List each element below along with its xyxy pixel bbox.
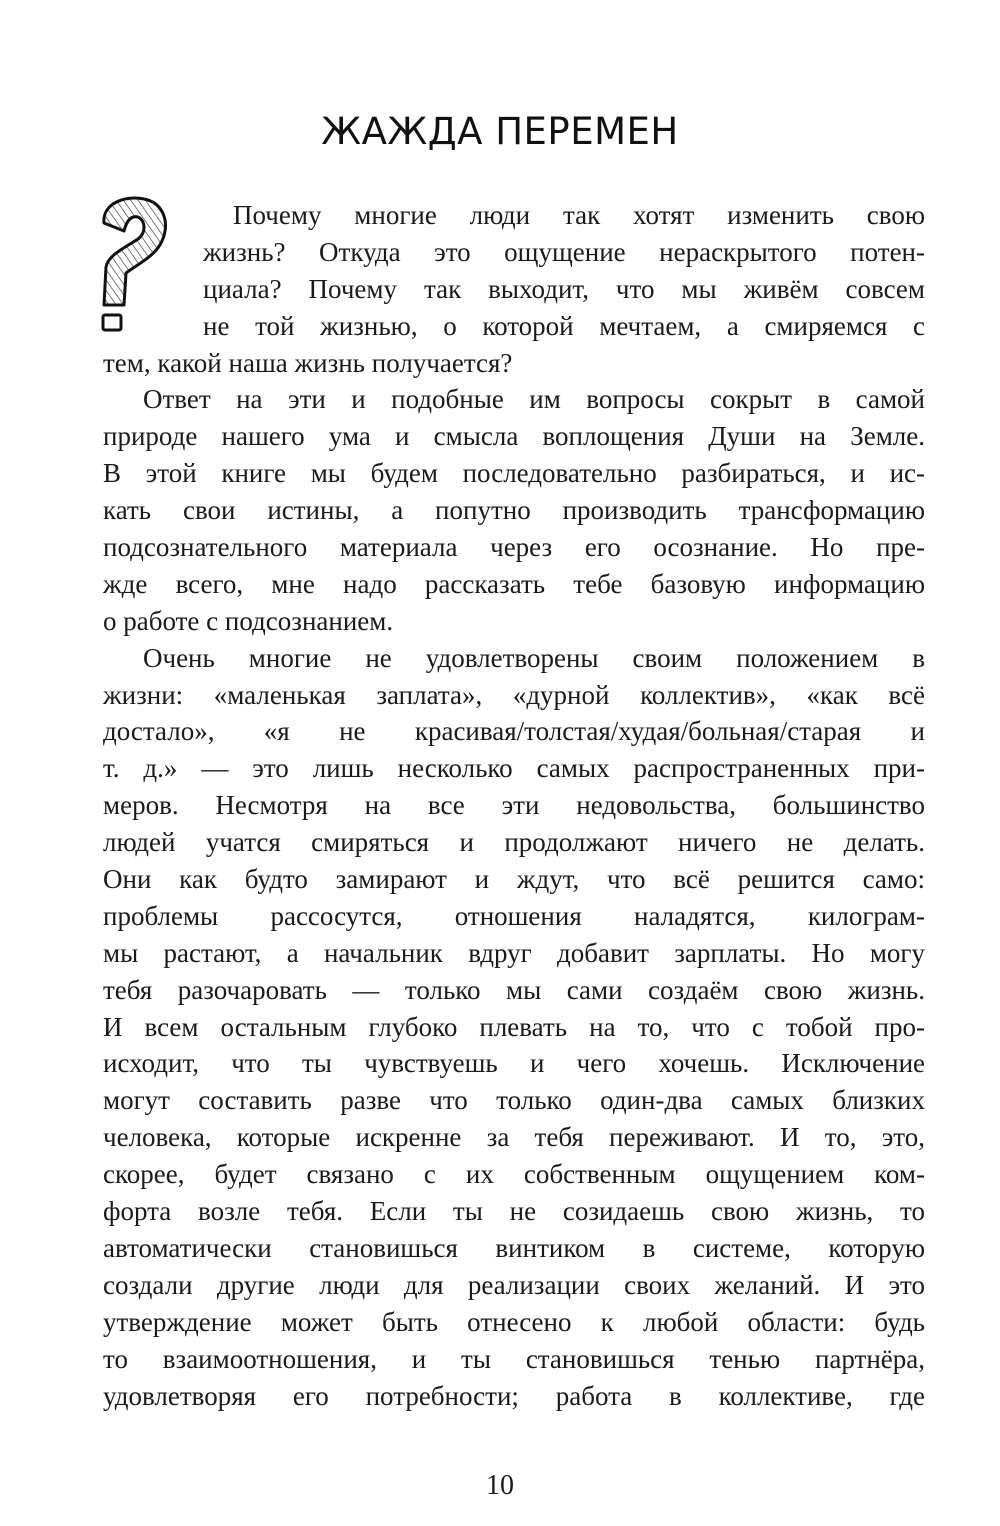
text-line: циала? Почему так выходит, что мы живём совсем bbox=[203, 273, 925, 304]
text-line: удовлетворяя его потребности; работа в коллективе, где bbox=[103, 1380, 925, 1411]
text-line: И всем остальным глубоко плевать на то, что с тобой про- bbox=[103, 1011, 925, 1042]
page-number: 10 bbox=[486, 1470, 514, 1501]
text-line: автоматически становишься винтиком в системе, которую bbox=[103, 1232, 925, 1263]
text-line: Почему многие люди так хотят изменить свою bbox=[233, 200, 925, 230]
text-line: не той жизнью, о которой мечтаем, а смиряемся с bbox=[203, 310, 925, 341]
text-line: то взаимоотношения, и ты становишься тенью партнёра, bbox=[103, 1343, 925, 1374]
body-text bbox=[103, 197, 925, 1414]
text-line: человека, которые искренне за тебя переживают. И то, это, bbox=[103, 1122, 925, 1153]
text-line: тем, какой наша жизнь получается? bbox=[103, 347, 513, 378]
text-line: жизни: «маленькая заплата», «дурной коллектив», «как всё bbox=[103, 679, 925, 710]
text-line: В этой книге мы будем последовательно разбираться, и ис- bbox=[103, 458, 925, 489]
text-line: мы растают, а начальник вдруг добавит зарплаты. Но могу bbox=[103, 937, 925, 968]
text-line: форта возле тебя. Если ты не созидаешь свою жизнь, то bbox=[103, 1196, 925, 1227]
text-line: скорее, будет связано с их собственным ощущением ком- bbox=[103, 1159, 925, 1190]
text-line: т. д.» — это лишь несколько самых распространенных при- bbox=[103, 753, 925, 784]
text-line: исходит, что ты чувствуешь и чего хочешь. Исключение bbox=[103, 1048, 925, 1079]
text-line: подсознательного материала через его осознание. Но пре- bbox=[103, 532, 925, 563]
text-line: создали другие люди для реализации своих желаний. И это bbox=[103, 1269, 925, 1300]
text-line: проблемы рассосутся, отношения наладятся, килограм- bbox=[103, 900, 925, 931]
text-line: кать свои истины, а попутно производить трансформацию bbox=[103, 495, 925, 526]
chapter-title: ЖАЖДА ПЕРЕМЕН bbox=[321, 110, 679, 153]
text-line: Они как будто замирают и ждут, что всё решится само: bbox=[103, 864, 925, 895]
text-line: меров. Несмотря на все эти недовольства, большинство bbox=[103, 790, 925, 821]
text-line: Ответ на эти и подобные им вопросы сокрыт в самой bbox=[143, 384, 925, 415]
text-line: достало», «я не красивая/толстая/худая/больная/старая и bbox=[103, 716, 925, 747]
text-line: могут составить разве что только один-два самых близких bbox=[103, 1085, 925, 1116]
text-line: Очень многие не удовлетворены своим положением в bbox=[143, 642, 925, 673]
text-line: людей учатся смиряться и продолжают ничего не делать. bbox=[103, 827, 925, 858]
text-line: о работе с подсознанием. bbox=[103, 605, 394, 636]
text-line: жде всего, мне надо рассказать тебе базовую информацию bbox=[103, 568, 925, 599]
text-line: жизнь? Откуда это ощущение нераскрытого потен- bbox=[203, 236, 925, 267]
text-line: природе нашего ума и смысла воплощения Души на Земле. bbox=[103, 421, 925, 452]
text-line: утверждение может быть отнесено к любой области: будь bbox=[103, 1306, 925, 1337]
text-line: тебя разочаровать — только мы сами создаём свою жизнь. bbox=[103, 974, 925, 1005]
